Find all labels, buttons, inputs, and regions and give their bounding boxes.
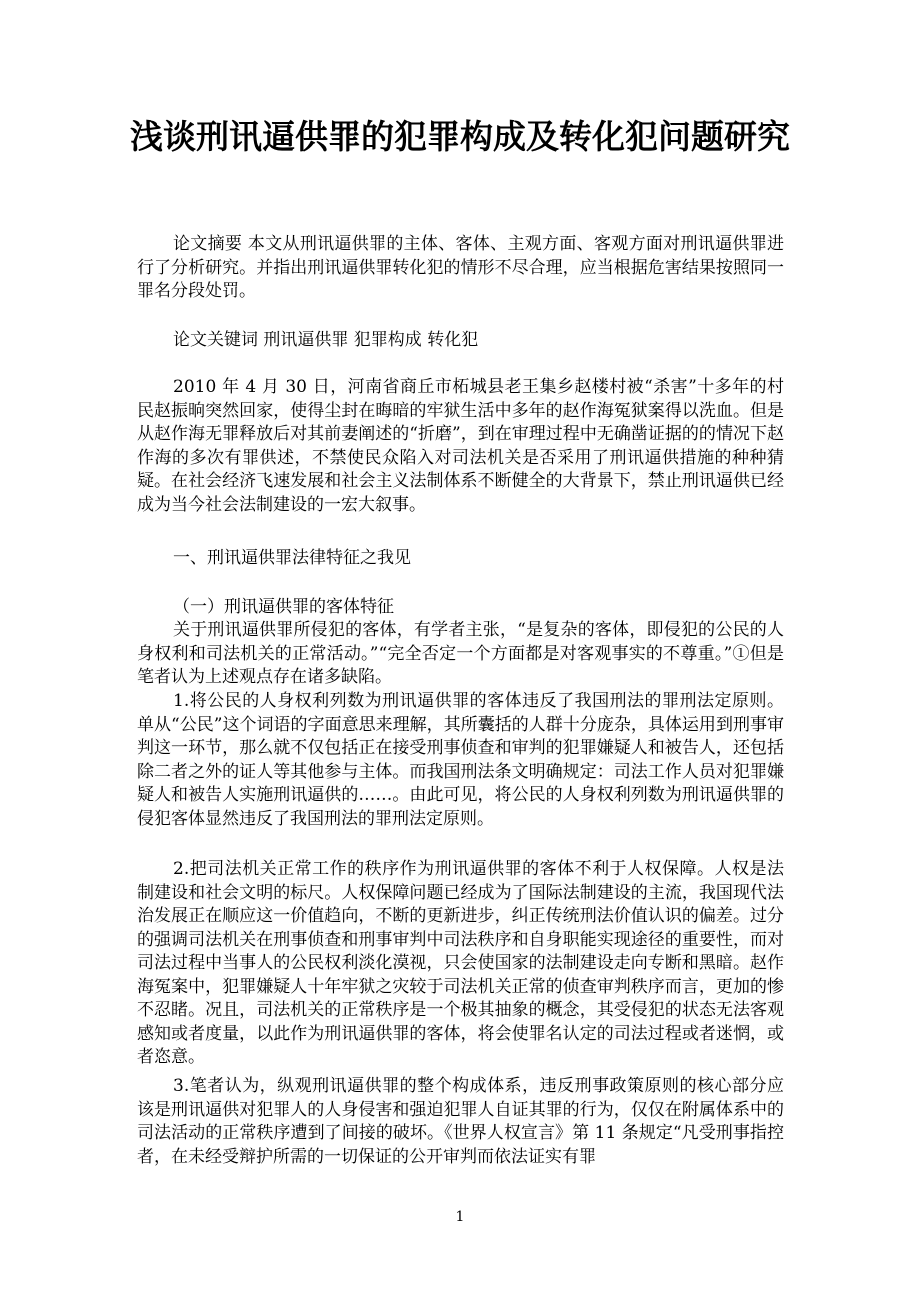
page-number: 1 (455, 1209, 465, 1225)
section-heading-1: 一、刑讯逼供罪法律特征之我见 (173, 548, 411, 568)
subsection-heading-1: （一）刑讯逼供罪的客体特征 (173, 597, 394, 617)
abstract-paragraph: 论文摘要 本文从刑讯逼供罪的主体、客体、主观方面、客观方面对刑讯逼供罪进行了分析研究。并指出刑讯逼供罪转化犯的情形不尽合理，应当根据危害结果按照同一罪名分段处罚。 (137, 234, 784, 301)
paragraph-2: 2.把司法机关正常工作的秩序作为刑讯逼供罪的客体不利于人权保障。人权是法制建设和社会文明的标尺。人权保障问题已经成为了国际法制建设的主流，我国现代法治发展正在顺应这一价值趋向，不断的更新进步，纠正传统刑法价值认识的偏差。过分的强调司法机关在刑事侦查和刑事审判中司法秩序和自身职能实现途径的重要性，而对司法过程中当事人的公民权利淡化漠视，只会使国家的法制建设走向专断和黑暗。赵作海冤案中，犯罪嫌疑人十年牢狱之灾较于司法机关正常的侦查审判秩序而言，更加的惨不忍睹。况且，司法机关的正常秩序是一个极其抽象的概念，其受侵犯的状态无法客观感知或者度量，以此作为刑讯逼供罪的客体，将会使罪名认定的司法过程或者迷惘，或者恣意。 (137, 859, 784, 1067)
keywords-line: 论文关键词 刑讯逼供罪 犯罪构成 转化犯 (173, 330, 479, 350)
intro-paragraph: 2010 年 4 月 30 日，河南省商丘市柘城县老王集乡赵楼村被“杀害”十多年的村民赵振晌突然回家，使得尘封在晦暗的牢狱生活中多年的赵作海冤狱案得以洗血。但是从赵作海无罪释放后对其前妻阐述的“折磨”，到在审理过程中无确凿证据的的情况下赵作海的多次有罪供述，不禁使民众陷入对司法机关是否采用了刑讯逼供措施的种种猜疑。在社会经济飞速发展和社会主义法制体系不断健全的大背景下，禁止刑讯逼供已经成为当今社会法制建设的一宏大叙事。 (137, 377, 784, 515)
document-title: 浅谈刑讯逼供罪的犯罪构成及转化犯问题研究 (130, 117, 790, 156)
paragraph-object: 关于刑讯逼供罪所侵犯的客体，有学者主张，“是复杂的客体，即侵犯的公民的人身权利和司法机关的正常活动。”“完全否定一个方面都是对客观事实的不尊重。”①但是笔者认为上述观点存在诸多缺陷。 (137, 620, 784, 687)
paragraph-3: 3.笔者认为，纵观刑讯逼供罪的整个构成体系，违反刑事政策原则的核心部分应该是刑讯逼供对犯罪人的人身侵害和强迫犯罪人自证其罪的行为，仅仅在附属体系中的司法活动的正常秩序遭到了间接的破坏。《世界人权宣言》第 11 条规定“凡受刑事指控者，在未经受辩护所需的一切保证的公开审判而依法证实有罪 (137, 1076, 784, 1167)
paragraph-1: 1.将公民的人身权利列数为刑讯逼供罪的客体违反了我国刑法的罪刑法定原则。单从“公民”这个词语的字面意思来理解，其所囊括的人群十分庞杂，具体运用到刑事审判这一环节，那么就不仅包括正在接受刑事侦查和审判的犯罪嫌疑人和被告人，还包括除二者之外的证人等其他参与主体。而我国刑法条文明确规定：司法工作人员对犯罪嫌疑人和被告人实施刑讯逼供的……。由此可见，将公民的人身权利列数为刑讯逼供罪的侵犯客体显然违反了我国刑法的罪刑法定原则。 (137, 691, 784, 829)
